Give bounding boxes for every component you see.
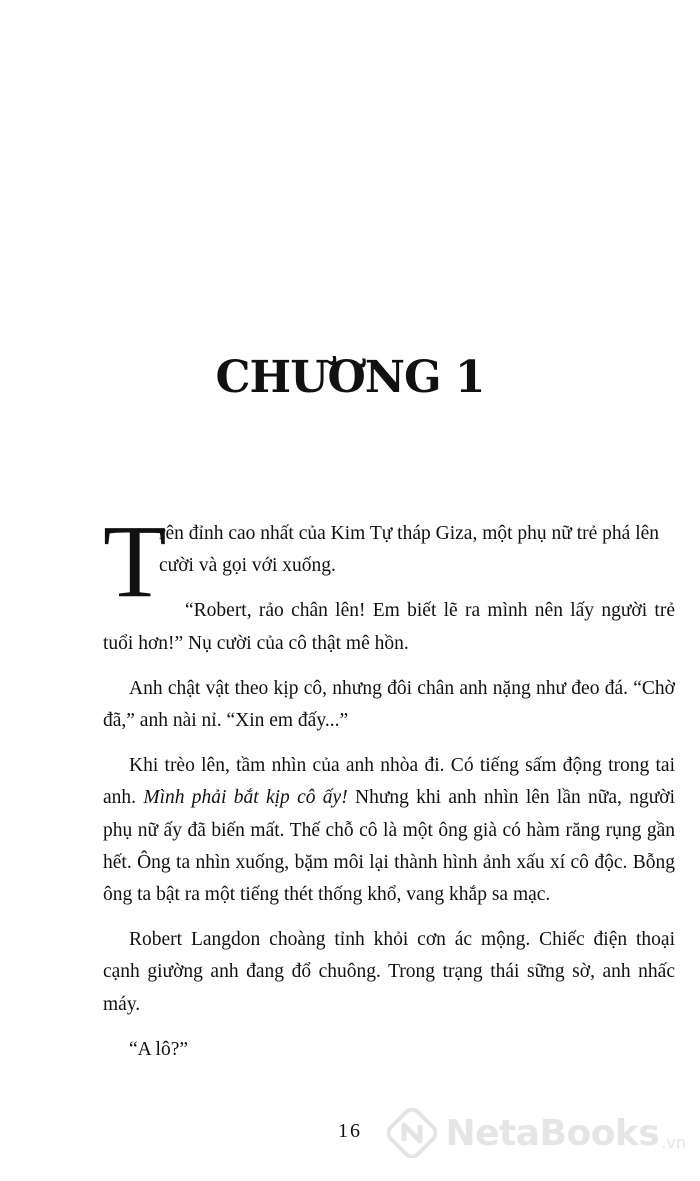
paragraph-4	[103, 750, 675, 911]
paragraph-3: Anh chật vật theo kịp cô, nhưng đôi chân anh nặng như đeo đá. “Chờ đã,” anh nài nỉ. “Xin em đấy...”	[103, 677, 675, 732]
paragraph-4-text-b: Nhưng khi anh nhìn lên lần nữa, người phụ nữ ấy đã biến mất. Thế chỗ cô là một ông già có hàm răng rụng gần hết. Ông ta nhìn xuống, bặm môi lại thành hình ảnh xấu xí cô độc. Bỗng ông ta bật ra một tiếng thét thống khổ, vang khắp sa mạc.	[103, 787, 675, 906]
paragraph-4-italic: Mình phải bắt kịp cô ấy!	[143, 787, 348, 809]
netabooks-logo-icon	[387, 1108, 437, 1158]
watermark-suffix: .vn	[661, 1133, 686, 1152]
watermark-text: NetaBooks	[445, 1112, 660, 1154]
paragraph-1-text: rên đỉnh cao nhất của Kim Tự tháp Giza, một phụ nữ trẻ phá lên cười và gọi với xuống.	[159, 523, 660, 577]
watermark	[387, 1104, 686, 1162]
paragraph-5: Robert Langdon choàng tỉnh khỏi cơn ác mộng. Chiếc điện thoại cạnh giường anh đang đổ chuông. Trong trạng thái sững sờ, anh nhấc máy.	[103, 929, 675, 1015]
dropcap-letter: T	[103, 504, 167, 619]
chapter-body	[103, 504, 675, 1079]
chapter-title: CHƯƠNG 1	[215, 352, 485, 403]
paragraph-1	[103, 504, 675, 619]
paragraph-4-text-a: Khi trèo lên, tầm nhìn của anh nhòa đi. Có tiếng sấm động trong tai anh.	[103, 755, 675, 809]
paragraph-6: “A lô?”	[129, 1038, 189, 1060]
paragraph-2: “Robert, rảo chân lên! Em biết lẽ ra mình nên lấy người trẻ tuổi hơn!” Nụ cười của cô thật mê hồn.	[103, 600, 675, 654]
page-number: 16	[338, 1120, 362, 1142]
